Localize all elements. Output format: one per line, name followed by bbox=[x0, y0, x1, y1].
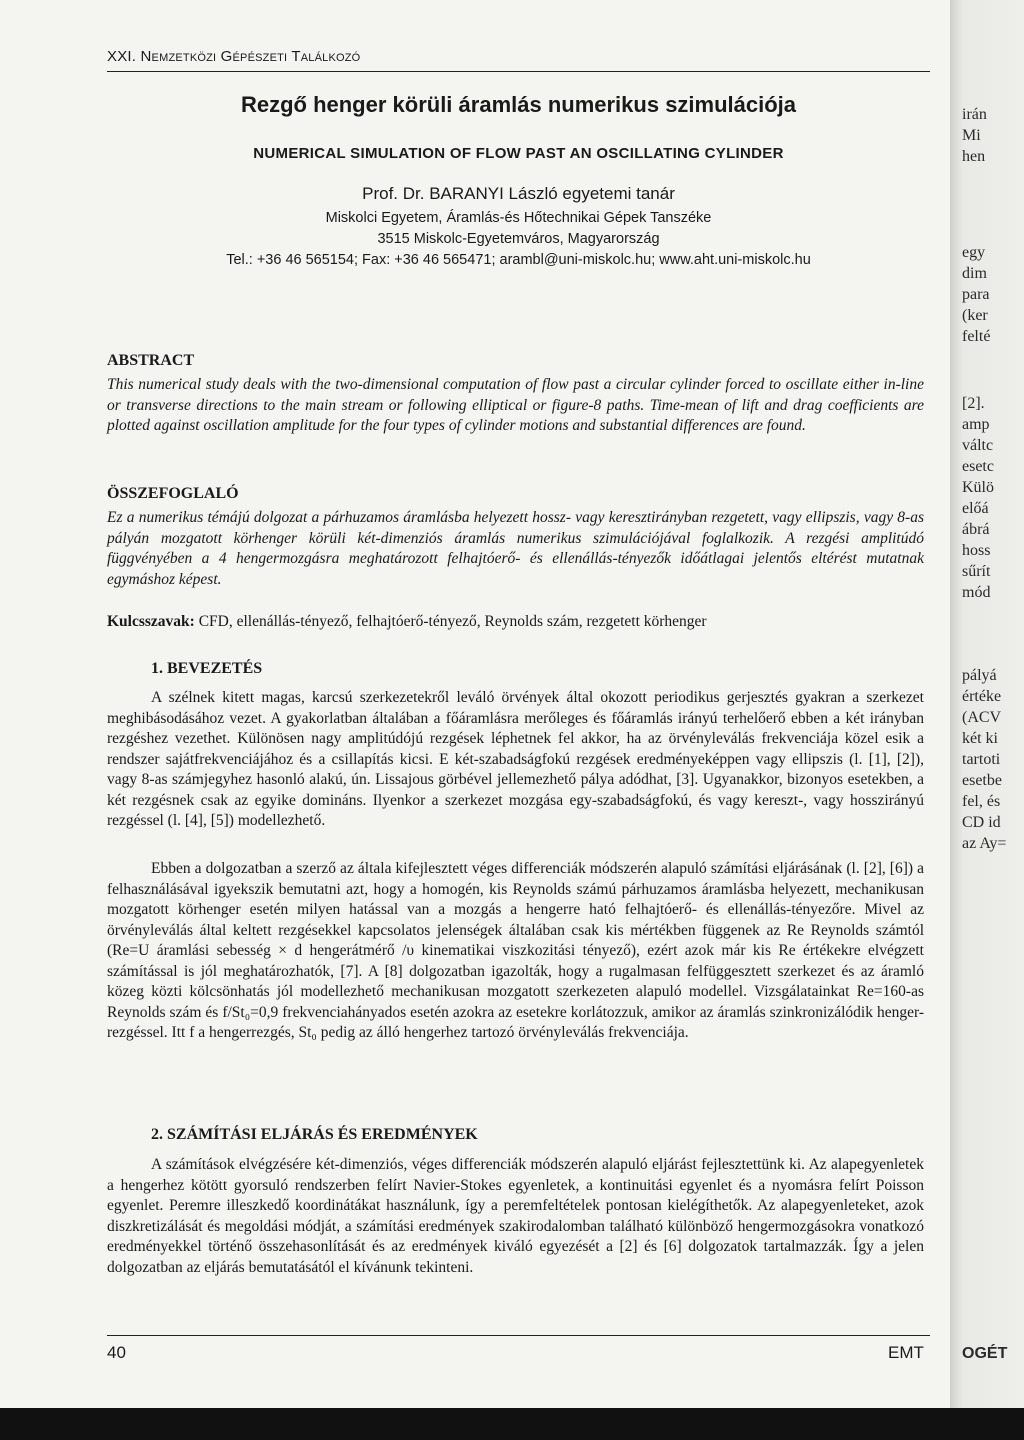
section-heading-methods: 2. SZÁMÍTÁSI ELJÁRÁS ÉS EREDMÉNYEK bbox=[151, 1126, 478, 1143]
adjacent-fragment: para bbox=[962, 286, 990, 303]
author-line: Prof. Dr. BARANYI László egyetemi tanár bbox=[362, 184, 675, 203]
adjacent-fragment: tartoti bbox=[962, 751, 1001, 768]
summary-text: Ez a numerikus témájú dolgozat a párhuzamos áramlásba helyezett hossz- vagy keresztirányban rezgetett, vagy ellipszis, vagy 8-as pályán mozgatott körhenger körüli két-dimenziós áramlás numerikus szimulációjával foglalkozik. A rezgési amplitúdó függvényében a 4 hengermozgásra meghatározott felhajtóerő- és ellenállás-tényezők időátlagai jelentős eltérést mutatnak egymáshoz képest. bbox=[107, 509, 924, 588]
section-heading-introduction: 1. BEVEZETÉS bbox=[151, 660, 263, 677]
methods-paragraph-1: A számítások elvégzésére két-dimenziós, véges differenciák módszerén alapuló eljárást fejlesztettünk ki. Az alapegyenletek a hengerhez kötött gyorsuló rendszerben felírt Navier-Stokes egyenletek, a kontinuitási egyenlet és a nyomásra felírt Poisson egyenlet. Peremre illeszkedő koordinátákat használunk, így a peremfeltételek pontosan kielégíthetők. Az alapegyenleteket, azok diszkretizálását és megoldási módját, a számítási eredmények szakirodalomban található különböző hengermozgásokra vonatkozó eredményekkel történő összehasonlítását és az eredmények kiváló egyezését a [2] és [6] dolgozatok tartalmazzák. Így a jelen dolgozatban az eljárás bemutatásától el kívánunk tekinteni. bbox=[107, 1156, 924, 1276]
adjacent-fragment: sűrít bbox=[962, 563, 991, 580]
adjacent-fragment: amp bbox=[962, 416, 990, 433]
adjacent-fragment: (ACV bbox=[962, 709, 1002, 726]
adjacent-fragment: Mi bbox=[962, 127, 981, 144]
scan-border bbox=[0, 1408, 1024, 1440]
adjacent-fragment: [2]. bbox=[962, 395, 985, 412]
adjacent-fragment: hen bbox=[962, 148, 986, 165]
summary-heading: ÖSSZEFOGLALÓ bbox=[107, 485, 239, 502]
adjacent-fragment: fel, és bbox=[962, 793, 1001, 810]
abstract-heading: ABSTRACT bbox=[107, 352, 195, 369]
adjacent-page-fragments bbox=[962, 60, 1024, 1360]
affiliation-line: Miskolci Egyetem, Áramlás-és Hőtechnikai Gépek Tanszéke bbox=[325, 210, 712, 226]
adjacent-fragment: CD id bbox=[962, 814, 1001, 831]
paper-title: Rezgő henger körüli áramlás numerikus szimulációja bbox=[240, 92, 797, 117]
affiliation-line: 3515 Miskolc-Egyetemváros, Magyarország bbox=[377, 231, 660, 247]
adjacent-fragment: az Ay= bbox=[962, 835, 1007, 852]
adjacent-fragment: előá bbox=[962, 500, 989, 517]
adjacent-footer: OGÉT bbox=[962, 1345, 1008, 1360]
paper-subtitle: NUMERICAL SIMULATION OF FLOW PAST AN OSCILLATING CYLINDER bbox=[253, 145, 784, 162]
contact-line: Tel.: +36 46 565154; Fax: +36 46 565471; arambl@uni-miskolc.hu; www.aht.uni-miskolc.hu bbox=[226, 252, 811, 268]
introduction-paragraph-2: Ebben a dolgozatban a szerző az általa kifejlesztett véges differenciák módszerén alapuló számítási eljárásának (l. [2], [6]) a felhasználásával igyekszik bemutatni azt, hogy a homogén, kis Reynolds számú párhuzamos áramlásba helyezett, mechanikusan mozgatott körhenger esetén milyen hatással van a mozgás a hengerre ható felhajtóerő- és ellenállás-tényezőre. Mivel az örvényleválás által keltett rezgésekkel kapcsolatos jelenségek általában csak kis mértékben függenek az Re Reynolds számtól (Re=U áramlási sebesség × d hengerátmérő /υ kinematikai viszkozitási tényező), ezért azok már kis Re értékekre elvégzett számítással is jól meghatározhatók, [7]. A [8] dolgozatban igazolták, hogy a rugalmasan felfüggesztett szerkezet és az áramló közeg közti kölcsönhatás jól modellezhető mechanikusan mozgatott szerkezeten alapuló modellel. Vizsgálatainkat Re=160-as Reynolds szám és f/St₀=0,9 frekvenciahányados esetén azokra az esetekre korlátozzuk, amikor az áramlás szinkronizálódik henger-rezgéssel. Itt f a hengerrezgés, St₀ pedig az álló hengerhez tartozó örvényleválás frekvenciája. bbox=[107, 860, 924, 1041]
adjacent-fragment: egy bbox=[962, 244, 986, 261]
adjacent-fragment: váltc bbox=[962, 437, 994, 454]
adjacent-fragment: irán bbox=[962, 106, 987, 123]
header-rule bbox=[107, 71, 930, 72]
adjacent-fragment: értéke bbox=[962, 688, 1002, 705]
adjacent-fragment: pályá bbox=[962, 667, 997, 684]
adjacent-fragment: esetc bbox=[962, 458, 994, 475]
adjacent-fragment: dim bbox=[962, 265, 987, 282]
footer-label: EMT bbox=[888, 1343, 924, 1362]
keywords bbox=[107, 612, 924, 633]
adjacent-fragment: felté bbox=[962, 328, 991, 345]
adjacent-fragment: ábrá bbox=[962, 521, 990, 538]
keywords-label: Kulcsszavak: bbox=[107, 613, 195, 630]
keywords-text: CFD, ellenállás-tényező, felhajtóerő-tényező, Reynolds szám, rezgetett körhenger bbox=[198, 613, 707, 630]
adjacent-fragment: mód bbox=[962, 584, 991, 601]
running-head: XXI. Nemzetközi Gépészeti Találkozó bbox=[107, 48, 361, 65]
adjacent-fragment: két ki bbox=[962, 730, 998, 747]
abstract-text: This numerical study deals with the two-dimensional computation of flow past a circular cylinder forced to oscillate either in-line or transverse directions to the main stream or following elliptical or figure-8 paths. Time-mean of lift and drag coefficients are plotted against oscillation amplitude for the four types of cylinder motions and substantial differences are found. bbox=[107, 376, 924, 434]
adjacent-fragment: esetbe bbox=[962, 772, 1002, 789]
footer-rule bbox=[107, 1335, 930, 1336]
page-number: 40 bbox=[107, 1343, 126, 1362]
introduction-paragraph-1: A szélnek kitett magas, karcsú szerkezetekről leváló örvények által okozott periodikus gerjesztés gyakran a szerkezet meghibásodásához vezet. A gyakorlatban általában a főáramlásra merőleges és főáramlás irányú terhelőerő ebben a két irányban rezgéshez vezethet. Különösen nagy amplitúdójú rezgések léphetnek fel akkor, ha az örvényleválás frekvenciája közel esik a rendszer sajátfrekvenciájához és a csillapítás kicsi. E két-szabadságfokú rezgések eredményeképpen vagy ellipszis (l. [1], [2]), vagy 8-as számjegyhez hasonló alakú, ún. Lissajous görbével jellemezhető pálya adódhat, [3]. Ugyanakkor, bizonyos esetekben, a két rezgésnek csak az egyike domináns. Ilyenkor a szerkezet mozgása egy-szabadságfokú, és vagy kereszt-, vagy hosszirányú rezgéssel (l. [4], [5]) modellezhető. bbox=[107, 689, 924, 829]
adjacent-fragment: Külö bbox=[962, 479, 994, 496]
adjacent-fragment: (ker bbox=[962, 307, 988, 324]
adjacent-fragment: hoss bbox=[962, 542, 991, 559]
